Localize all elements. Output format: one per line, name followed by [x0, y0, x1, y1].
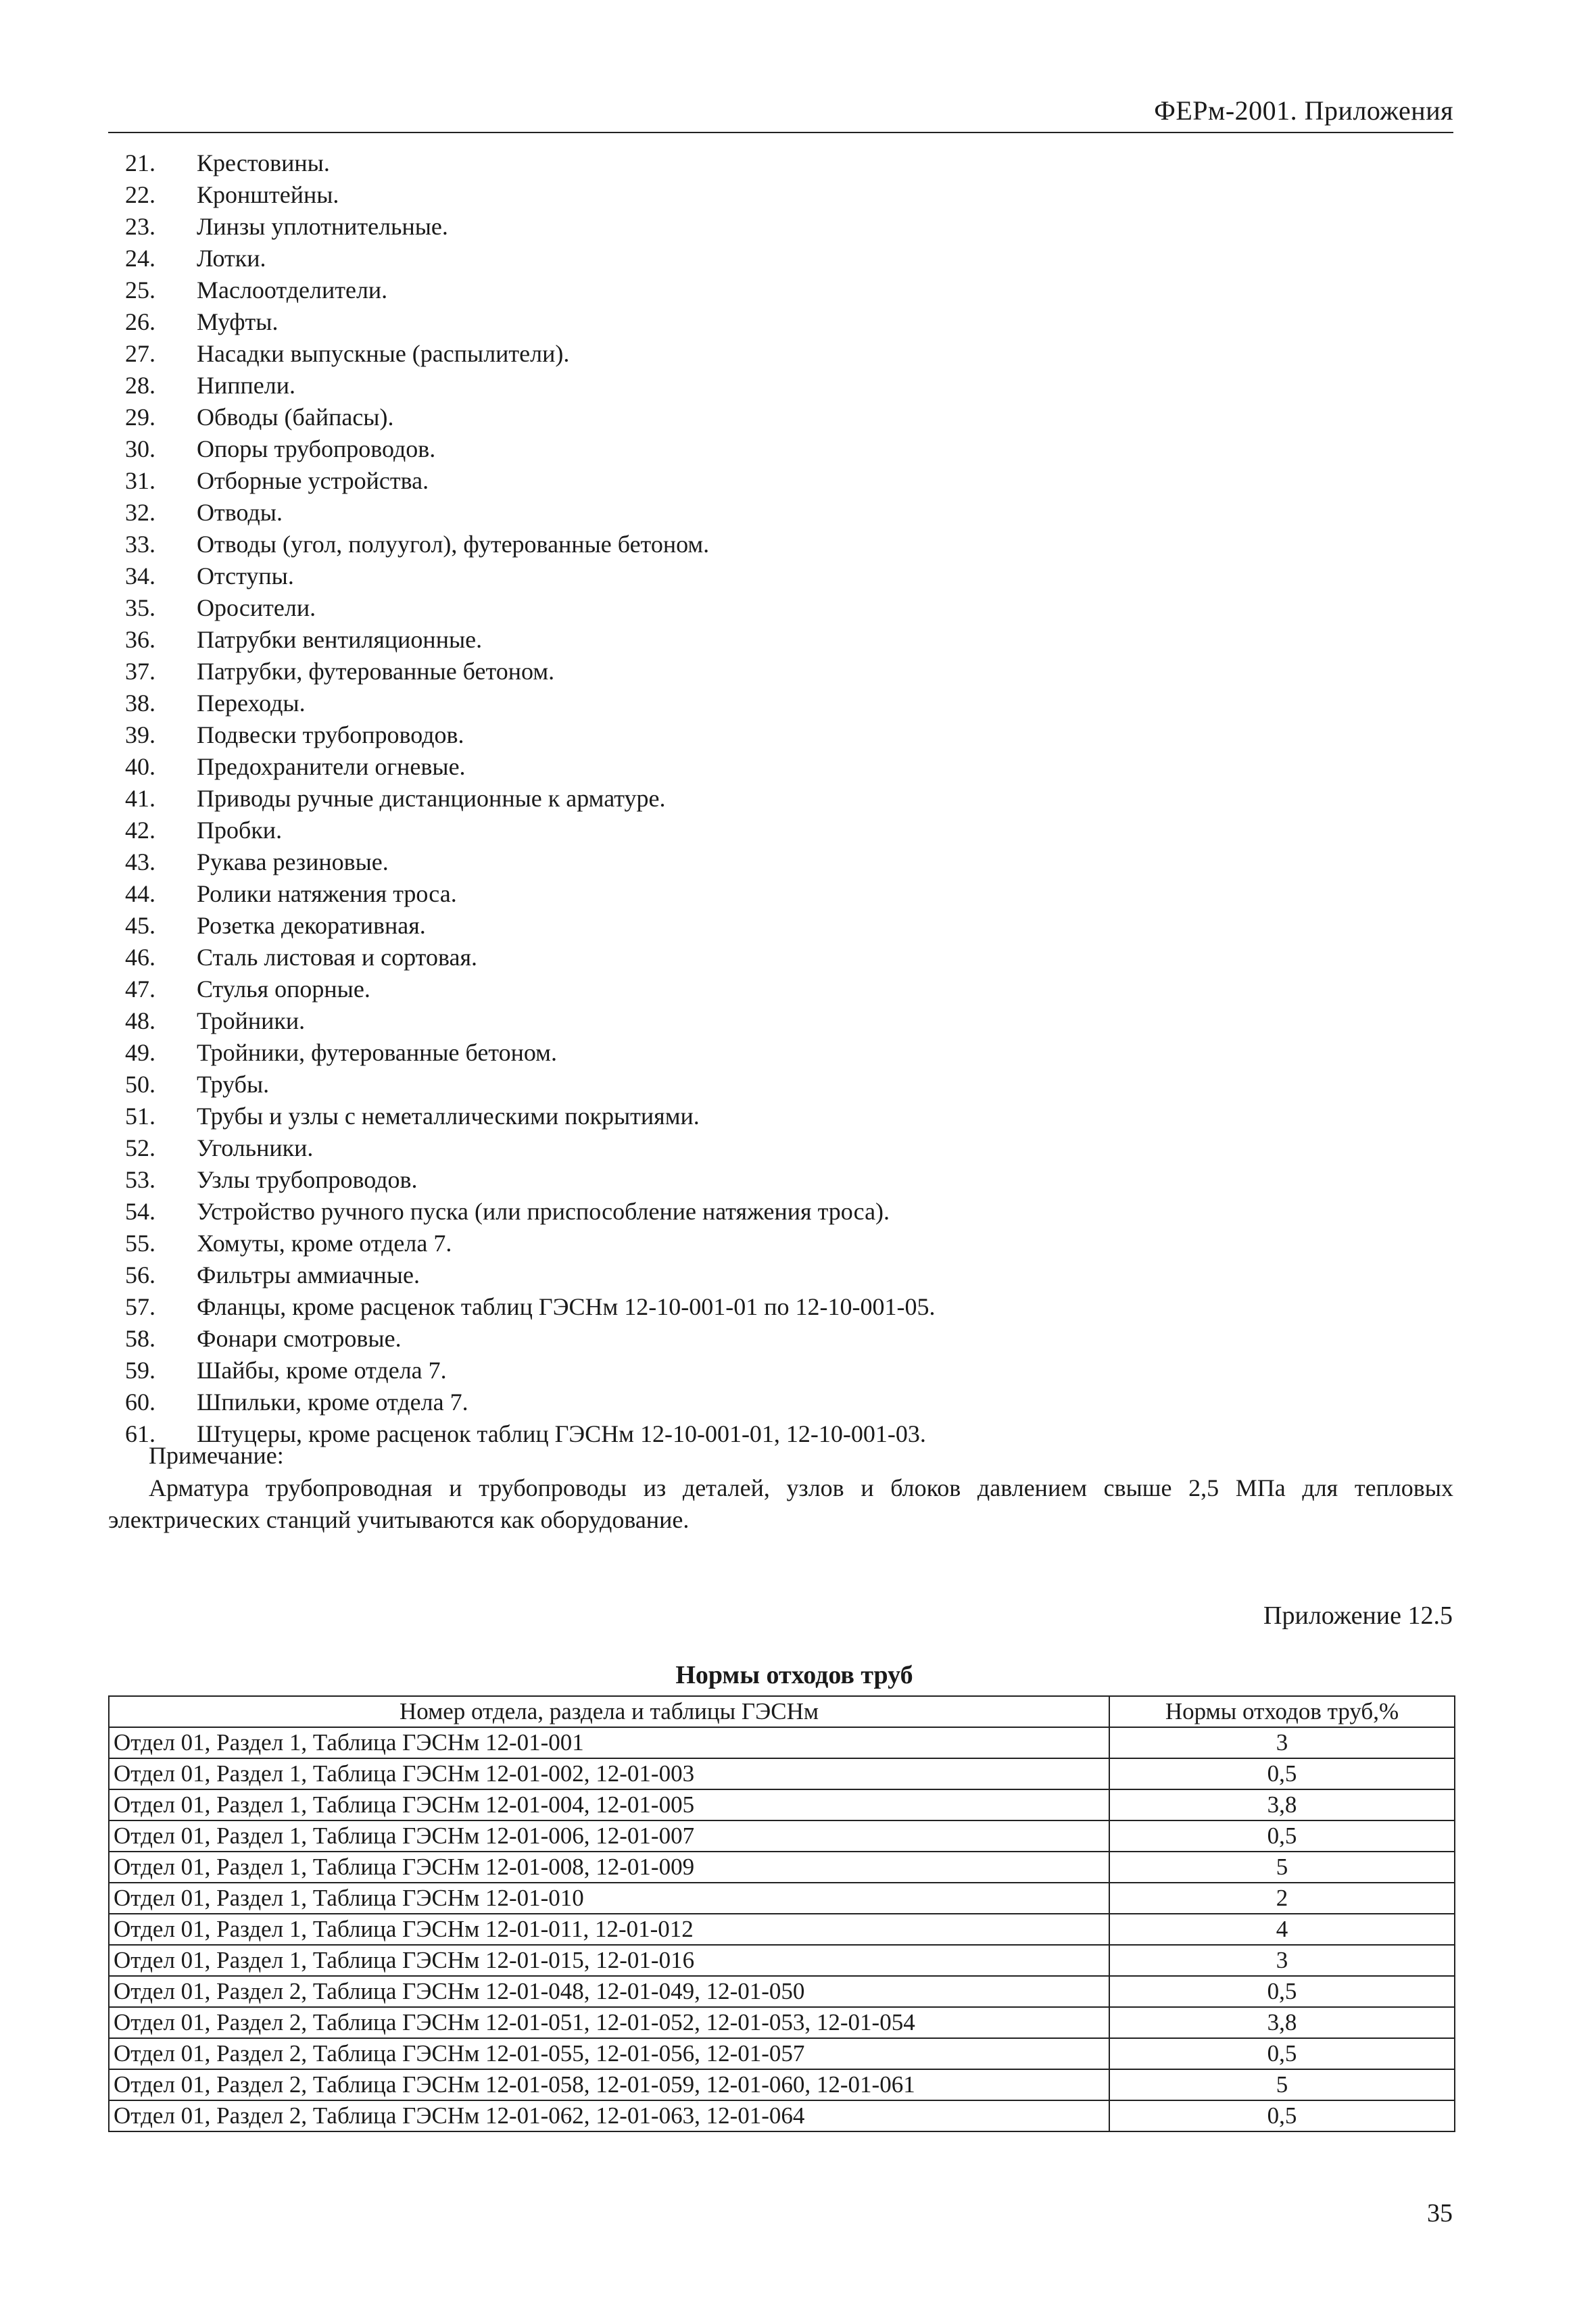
- list-item: [125, 687, 1443, 719]
- header-title: ФЕРм-2001. Приложения: [1154, 95, 1453, 126]
- waste-norm-cell: 2: [1109, 1883, 1455, 1914]
- table-title: Нормы отходов труб: [675, 1661, 913, 1689]
- list-item-number: 23.: [125, 213, 155, 240]
- list-item-number: 50.: [125, 1071, 155, 1098]
- column-header-waste-norm: Нормы отходов труб,%: [1109, 1696, 1455, 1727]
- list-item-text: Муфты.: [197, 308, 279, 335]
- list-item-number: 56.: [125, 1261, 155, 1288]
- list-item-text: Подвески трубопроводов.: [197, 721, 464, 748]
- list-item: [125, 624, 1443, 656]
- list-item-number: 52.: [125, 1134, 155, 1161]
- list-item-number: 31.: [125, 467, 155, 494]
- list-item-number: 46.: [125, 944, 155, 971]
- item-list: [125, 147, 1443, 1450]
- waste-norm-cell: 0,5: [1109, 1820, 1455, 1852]
- list-item-text: Рукава резиновые.: [197, 848, 389, 875]
- table-row: [109, 1852, 1455, 1883]
- list-item-number: 61.: [125, 1420, 155, 1447]
- list-item: [125, 1196, 1443, 1228]
- list-item: [125, 529, 1443, 560]
- section-cell: Отдел 01, Раздел 2, Таблица ГЭСНм 12-01-055, 12-01-056, 12-01-057: [109, 2038, 1109, 2069]
- table-body: [109, 1727, 1455, 2131]
- table-row: [109, 2038, 1455, 2069]
- list-item-number: 43.: [125, 848, 155, 875]
- list-item-number: 35.: [125, 594, 155, 621]
- list-item: [125, 274, 1443, 306]
- list-item: [125, 1323, 1443, 1355]
- list-item-number: 25.: [125, 276, 155, 304]
- list-item-text: Устройство ручного пуска (или приспособление натяжения троса).: [197, 1198, 890, 1225]
- waste-norm-cell: 0,5: [1109, 1976, 1455, 2007]
- waste-norm-cell: 3,8: [1109, 1789, 1455, 1820]
- list-item-text: Ролики натяжения троса.: [197, 880, 457, 907]
- table-row: [109, 2069, 1455, 2100]
- list-item-text: Предохранители огневые.: [197, 753, 466, 780]
- table-row: [109, 1976, 1455, 2007]
- list-item: [125, 465, 1443, 497]
- list-item-text: Угольники.: [197, 1134, 314, 1161]
- list-item-number: 45.: [125, 912, 155, 939]
- list-item: [125, 1386, 1443, 1418]
- list-item: [125, 147, 1443, 179]
- list-item: [125, 783, 1443, 815]
- table-header-row: [109, 1696, 1455, 1727]
- section-cell: Отдел 01, Раздел 1, Таблица ГЭСНм 12-01-002, 12-01-003: [109, 1758, 1109, 1789]
- list-item: [125, 179, 1443, 211]
- list-item-text: Розетка декоративная.: [197, 912, 426, 939]
- table-row: [109, 1883, 1455, 1914]
- column-header-section: Номер отдела, раздела и таблицы ГЭСНм: [109, 1696, 1109, 1727]
- list-item-number: 44.: [125, 880, 155, 907]
- list-item: [125, 370, 1443, 402]
- list-item: [125, 1132, 1443, 1164]
- section-cell: Отдел 01, Раздел 2, Таблица ГЭСНм 12-01-062, 12-01-063, 12-01-064: [109, 2100, 1109, 2131]
- list-item-text: Лотки.: [197, 245, 266, 272]
- list-item-text: Линзы уплотнительные.: [197, 213, 448, 240]
- list-item-number: 40.: [125, 753, 155, 780]
- list-item-text: Отводы (угол, полуугол), футерованные бетоном.: [197, 531, 710, 558]
- list-item-number: 58.: [125, 1325, 155, 1352]
- table-row: [109, 2007, 1455, 2038]
- list-item-number: 37.: [125, 658, 155, 685]
- list-item-number: 38.: [125, 690, 155, 717]
- list-item-number: 47.: [125, 975, 155, 1003]
- list-item-number: 54.: [125, 1198, 155, 1225]
- header-rule: [108, 132, 1453, 133]
- section-cell: Отдел 01, Раздел 1, Таблица ГЭСНм 12-01-011, 12-01-012: [109, 1914, 1109, 1945]
- list-item-number: 32.: [125, 499, 155, 526]
- list-item-number: 33.: [125, 531, 155, 558]
- list-item-text: Кронштейны.: [197, 181, 339, 208]
- list-item-text: Крестовины.: [197, 149, 330, 176]
- list-item: [125, 973, 1443, 1005]
- list-item: [125, 1069, 1443, 1101]
- list-item-number: 51.: [125, 1103, 155, 1130]
- list-item-text: Маслоотделители.: [197, 276, 388, 304]
- list-item-text: Опоры трубопроводов.: [197, 435, 436, 462]
- list-item: [125, 751, 1443, 783]
- list-item-number: 59.: [125, 1357, 155, 1384]
- section-cell: Отдел 01, Раздел 1, Таблица ГЭСНм 12-01-006, 12-01-007: [109, 1820, 1109, 1852]
- waste-norm-cell: 5: [1109, 1852, 1455, 1883]
- list-item-number: 29.: [125, 404, 155, 431]
- waste-norm-cell: 3: [1109, 1945, 1455, 1976]
- section-cell: Отдел 01, Раздел 2, Таблица ГЭСНм 12-01-048, 12-01-049, 12-01-050: [109, 1976, 1109, 2007]
- list-item-text: Насадки выпускные (распылители).: [197, 340, 570, 367]
- list-item: [125, 560, 1443, 592]
- waste-norm-cell: 0,5: [1109, 1758, 1455, 1789]
- list-item-text: Тройники, футерованные бетоном.: [197, 1039, 557, 1066]
- section-cell: Отдел 01, Раздел 1, Таблица ГЭСНм 12-01-008, 12-01-009: [109, 1852, 1109, 1883]
- list-item-text: Патрубки вентиляционные.: [197, 626, 483, 653]
- list-item-number: 26.: [125, 308, 155, 335]
- list-item-text: Фильтры аммиачные.: [197, 1261, 420, 1288]
- list-item: [125, 846, 1443, 878]
- list-item-number: 21.: [125, 149, 155, 176]
- list-item: [125, 878, 1443, 910]
- waste-norm-cell: 3,8: [1109, 2007, 1455, 2038]
- list-item-text: Патрубки, футерованные бетоном.: [197, 658, 555, 685]
- list-item: [125, 497, 1443, 529]
- table-row: [109, 1914, 1455, 1945]
- section-cell: Отдел 01, Раздел 2, Таблица ГЭСНм 12-01-058, 12-01-059, 12-01-060, 12-01-061: [109, 2069, 1109, 2100]
- list-item-text: Отступы.: [197, 562, 294, 589]
- list-item-number: 30.: [125, 435, 155, 462]
- list-item-text: Трубы и узлы с неметаллическими покрытиями.: [197, 1103, 700, 1130]
- list-item-text: Хомуты, кроме отдела 7.: [197, 1230, 452, 1257]
- table-row: [109, 1820, 1455, 1852]
- list-item: [125, 656, 1443, 687]
- list-item-text: Фланцы, кроме расценок таблиц ГЭСНм 12-10-001-01 по 12-10-001-05.: [197, 1293, 936, 1320]
- list-item-number: 28.: [125, 372, 155, 399]
- list-item: [125, 433, 1443, 465]
- list-item: [125, 1291, 1443, 1323]
- waste-norm-cell: 5: [1109, 2069, 1455, 2100]
- list-item: [125, 306, 1443, 338]
- norms-table: [108, 1695, 1455, 2132]
- list-item-number: 36.: [125, 626, 155, 653]
- section-cell: Отдел 01, Раздел 1, Таблица ГЭСНм 12-01-015, 12-01-016: [109, 1945, 1109, 1976]
- list-item-number: 27.: [125, 340, 155, 367]
- list-item-number: 22.: [125, 181, 155, 208]
- list-item-number: 39.: [125, 721, 155, 748]
- list-item-number: 24.: [125, 245, 155, 272]
- section-cell: Отдел 01, Раздел 2, Таблица ГЭСНм 12-01-051, 12-01-052, 12-01-053, 12-01-054: [109, 2007, 1109, 2038]
- list-item-number: 49.: [125, 1039, 155, 1066]
- list-item-text: Оросители.: [197, 594, 316, 621]
- waste-norm-cell: 0,5: [1109, 2038, 1455, 2069]
- list-item-text: Ниппели.: [197, 372, 296, 399]
- list-item: [125, 719, 1443, 751]
- table-row: [109, 1727, 1455, 1758]
- list-item-text: Трубы.: [197, 1071, 270, 1098]
- list-item-number: 53.: [125, 1166, 155, 1193]
- table-row: [109, 1758, 1455, 1789]
- table-row: [109, 2100, 1455, 2131]
- list-item-text: Пробки.: [197, 817, 283, 844]
- list-item-text: Отборные устройства.: [197, 467, 429, 494]
- list-item: [125, 211, 1443, 243]
- list-item: [125, 942, 1443, 973]
- list-item-text: Приводы ручные дистанционные к арматуре.: [197, 785, 666, 812]
- list-item-number: 48.: [125, 1007, 155, 1034]
- list-item-number: 55.: [125, 1230, 155, 1257]
- section-cell: Отдел 01, Раздел 1, Таблица ГЭСНм 12-01-004, 12-01-005: [109, 1789, 1109, 1820]
- waste-norm-cell: 0,5: [1109, 2100, 1455, 2131]
- list-item: [125, 402, 1443, 433]
- list-item: [125, 243, 1443, 274]
- note-text: Арматура трубопроводная и трубопроводы из деталей, узлов и блоков давлением свыше 2,5 МПа для тепловых электрических станций учитываются как оборудование.: [108, 1474, 1453, 1533]
- page-header: [108, 95, 1453, 135]
- list-item-text: Штуцеры, кроме расценок таблиц ГЭСНм 12-10-001-01, 12-10-001-03.: [197, 1420, 926, 1447]
- note-label: Примечание:: [149, 1442, 284, 1469]
- list-item-text: Шайбы, кроме отдела 7.: [197, 1357, 447, 1384]
- waste-norm-cell: 4: [1109, 1914, 1455, 1945]
- list-item-text: Сталь листовая и сортовая.: [197, 944, 478, 971]
- list-item: [125, 1228, 1443, 1259]
- list-item-number: 60.: [125, 1389, 155, 1416]
- appendix-label: Приложение 12.5: [1263, 1601, 1453, 1630]
- list-item: [125, 1037, 1443, 1069]
- list-item: [125, 1101, 1443, 1132]
- section-cell: Отдел 01, Раздел 1, Таблица ГЭСНм 12-01-010: [109, 1883, 1109, 1914]
- list-item: [125, 1355, 1443, 1386]
- list-item-number: 42.: [125, 817, 155, 844]
- section-cell: Отдел 01, Раздел 1, Таблица ГЭСНм 12-01-001: [109, 1727, 1109, 1758]
- list-item-number: 41.: [125, 785, 155, 812]
- list-item: [125, 592, 1443, 624]
- list-item-text: Узлы трубопроводов.: [197, 1166, 418, 1193]
- list-item-text: Отводы.: [197, 499, 283, 526]
- list-item-number: 57.: [125, 1293, 155, 1320]
- list-item-text: Тройники.: [197, 1007, 306, 1034]
- list-item: [125, 338, 1443, 370]
- list-item: [125, 815, 1443, 846]
- page-number: 35: [1427, 2199, 1453, 2227]
- list-item-text: Переходы.: [197, 690, 306, 717]
- list-item: [125, 1164, 1443, 1196]
- list-item: [125, 910, 1443, 942]
- list-item-number: 34.: [125, 562, 155, 589]
- table-row: [109, 1789, 1455, 1820]
- list-item-text: Стулья опорные.: [197, 975, 370, 1003]
- list-item: [125, 1005, 1443, 1037]
- list-item: [125, 1259, 1443, 1291]
- table-row: [109, 1945, 1455, 1976]
- list-item-text: Обводы (байпасы).: [197, 404, 394, 431]
- list-item-text: Фонари смотровые.: [197, 1325, 402, 1352]
- list-item-text: Шпильки, кроме отдела 7.: [197, 1389, 468, 1416]
- waste-norm-cell: 3: [1109, 1727, 1455, 1758]
